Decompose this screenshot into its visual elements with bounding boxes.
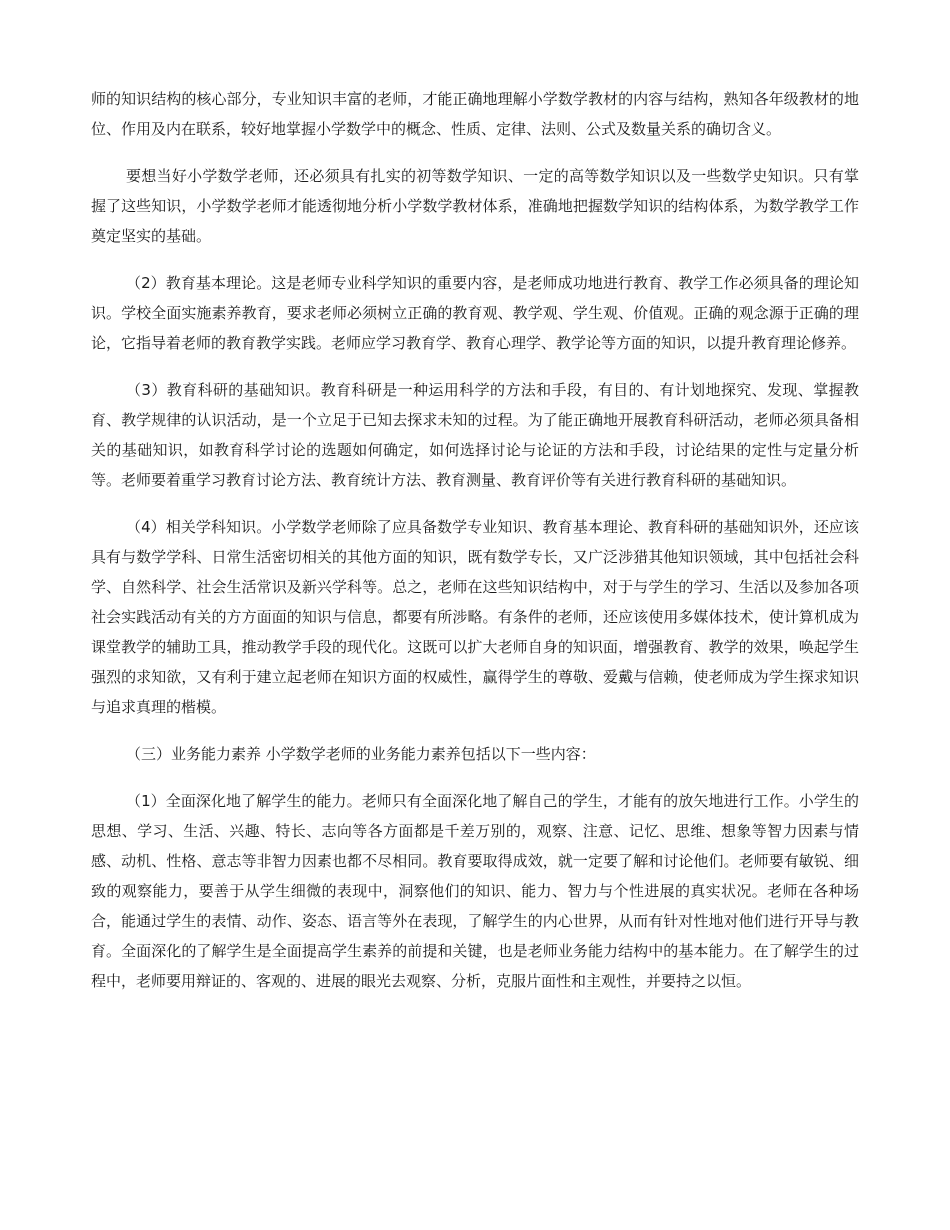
paragraph-related-subjects: （4）相关学科知识。小学数学老师除了应具备数学专业知识、教育基本理论、教育科研的基础知识外，还应该具有与数学学科、日常生活密切相关的其他方面的知识，既有数学专长，又广泛涉猎其他知识领域，其中包括社会科学、自然科学、社会生活常识及新兴学科等。总之，老师在这些知识结构中，对于与学生的学习、生活以及参加各项社会实践活动有关的方方面面的知识与信息，都要有所涉略。有条件的老师，还应该使用多媒体技术，使计算机成为课堂教学的辅助工具，推动教学手段的现代化。这既可以扩大老师自身的知识面，增强教育、教学的效果，唤起学生强烈的求知欲，又有利于建立起老师在知识方面的权威性，赢得学生的尊敬、爱戴与信赖，使老师成为学生探求知识与追求真理的楷模。 (91, 518, 859, 716)
paragraph-math-knowledge: 要想当好小学数学老师，还必须具有扎实的初等数学知识、一定的高等数学知识以及一些数学史知识。只有掌握了这些知识，小学数学老师才能透彻地分析小学数学教材体系，准确地把握数学知识的结构体系，为数学教学工作奠定坚实的基础。 (91, 167, 859, 245)
paragraph-education-theory: （2）教育基本理论。这是老师专业科学知识的重要内容，是老师成功地进行教育、教学工作必须具备的理论知识。学校全面实施素养教育，要求老师必须树立正确的教育观、教学观、学生观、价值观。正确的观念源于正确的理论，它指导着老师的教育教学实践。老师应学习教育学、教育心理学、教学论等方面的知识，以提升教育理论修养。 (91, 274, 859, 352)
section-heading-business-ability: （三）业务能力素养 小学数学老师的业务能力素养包括以下一些内容： (126, 745, 596, 763)
paragraph-continuation: 师的知识结构的核心部分，专业知识丰富的老师，才能正确地理解小学数学教材的内容与结构，熟知各年级教材的地位、作用及内在联系，较好地掌握小学数学中的概念、性质、定律、法则、公式及数量关系的确切含义。 (91, 90, 859, 138)
document-body (91, 84, 859, 1013)
paragraph-understand-students: （1）全面深化地了解学生的能力。老师只有全面深化地了解自己的学生，才能有的放矢地进行工作。小学生的思想、学习、生活、兴趣、特长、志向等各方面都是千差万别的，观察、注意、记忆、思维、想象等智力因素与情感、动机、性格、意志等非智力因素也都不尽相同。教育要取得成效，就一定要了解和讨论他们。老师要有敏锐、细致的观察能力，要善于从学生细微的表现中，洞察他们的知识、能力、智力与个性进展的真实状况。老师在各种场合，能通过学生的表情、动作、姿态、语言等外在表现，了解学生的内心世界，从而有针对性地对他们进行开导与教育。全面深化的了解学生是全面提高学生素养的前提和关键，也是老师业务能力结构中的基本能力。在了解学生的过程中，老师要用辩证的、客观的、进展的眼光去观察、分析，克服片面性和主观性，并要持之以恒。 (91, 792, 859, 990)
paragraph-research-basics: （3）教育科研的基础知识。教育科研是一种运用科学的方法和手段，有目的、有计划地探究、发现、掌握教育、教学规律的认识活动，是一个立足于已知去探求未知的过程。为了能正确地开展教育科研活动，老师必须具备相关的基础知识，如教育科学讨论的选题如何确定，如何选择讨论与论证的方法和手段，讨论结果的定性与定量分析等。老师要着重学习教育讨论方法、教育统计方法、教育测量、教育评价等有关进行教育科研的基础知识。 (91, 381, 859, 489)
